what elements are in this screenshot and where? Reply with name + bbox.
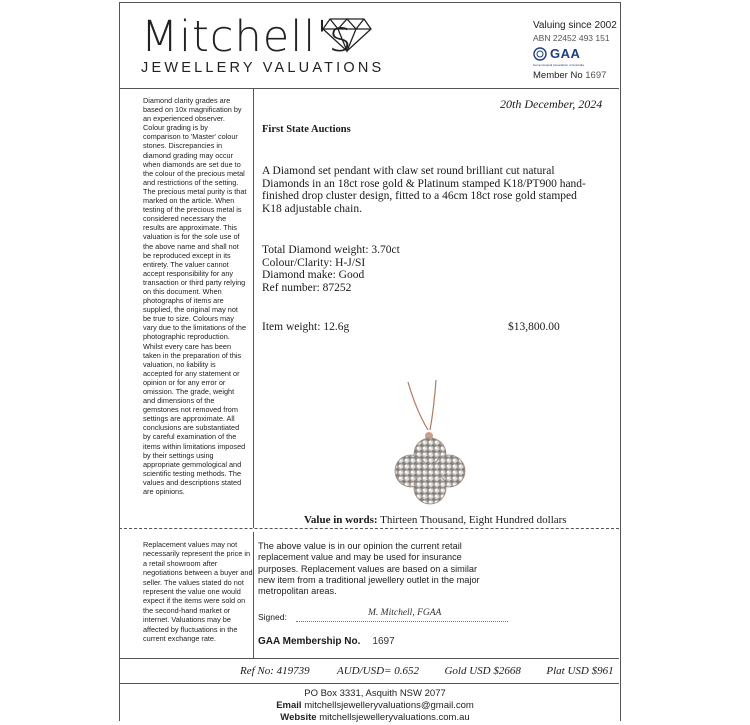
signature-line — [296, 621, 508, 622]
header-divider — [119, 88, 619, 89]
valuation-date: 20th December, 2024 — [500, 97, 603, 111]
signed-label: Signed: — [258, 612, 287, 622]
abn-number: ABN 22452 493 151 — [533, 33, 610, 43]
disclaimer-text-bottom: Replacement values may not necessarily represent the price in a retail showroom after negotiations between a buyer and seller. The values stated do not represent the value one would expect if the items were sold on the second-hand market or internet. Valuations may be affected by fluctuations in the current exchange rate. — [143, 540, 253, 644]
member-label: Member No — [533, 70, 583, 81]
value-words-label: Value in words: — [304, 514, 378, 526]
gaa-logo-text: GAA — [550, 46, 581, 61]
gaa-logo-caption: Gemmological Association of Australia — [533, 63, 584, 67]
colour-clarity: Colour/Clarity: H-J/SI — [262, 256, 366, 269]
item-price: $13,800.00 — [508, 321, 560, 333]
valuation-statement: The above value is in our opinion the current retail replacement value and may be used for insurance purposes. Replacement values are based on a similar new item from a traditional jewellery outlet in the major metropolitan areas. — [258, 541, 480, 597]
reference-line — [240, 665, 614, 677]
website-link[interactable]: mitchellsjewelleryvaluations.com.au — [319, 712, 470, 723]
pendant-photo — [380, 380, 480, 510]
total-diamond-weight: Total Diamond weight: 3.70ct — [262, 244, 400, 256]
item-weight: Item weight: 12.6g — [262, 321, 350, 333]
sidebar-divider-top — [253, 88, 254, 528]
gold-usd-price: Gold USD $2668 — [444, 665, 521, 677]
ref-no: Ref No: 419739 — [240, 665, 310, 677]
sidebar-divider-bottom — [253, 532, 254, 658]
item-description: A Diamond set pendant with claw set round brilliant cut natural Diamonds in an 18ct rose gold & Platinum stamped K18/PT900 hand-finished drop cluster design, fitted to a 46cm 18ct rose gold stamped K18 adjustable chain. — [262, 165, 586, 215]
email-label: Email — [276, 700, 302, 711]
ref-number: Ref number: 87252 — [262, 281, 352, 294]
value-words-text: Thirteen Thousand, Eight Hundred dollars — [380, 514, 567, 526]
header-info — [533, 20, 617, 43]
diamond-details — [262, 244, 400, 294]
brand-subtitle: JEWELLERY VALUATIONS — [141, 60, 385, 76]
refline-top-divider — [119, 658, 619, 659]
membership-label: GAA Membership No. — [258, 636, 361, 647]
disclaimer-text-top: Diamond clarity grades are based on 10x magnification by an experienced observer. Colour grading is by comparison to 'Master' colour stones. Discrepancies in diamond grading may occur when diamonds are set due to the colour of the precious metal and restrictions of the setting. The precious metal purity is that marked on the article. When testing of the precious metal is considered necessary the results are approximate. This valuation is for the sole use of the above name and shall not be reproduced except in its entirety. The valuer cannot accept responsibility for any transaction or third party relying on this document. When photographs of items are supplied, the original may not be true to size. Colours may vary due to the limitations of the photographic reproduction. Whilst every care has been taken in the preparation of this valuation, no liability is accepted for any statement or opinion or for any error or omission. The grade, weight and dimensions of the gemstones not removed from settings are approximate. All conclusions are substantiated by careful examination of the items within limitations imposed by their settings using appropriate gemmological and scientific testing methods. The values and descriptions stated are opinions. — [143, 96, 247, 497]
plat-usd-price: Plat USD $961 — [546, 665, 614, 677]
membership-number: 1697 — [372, 636, 395, 647]
gaa-logo — [533, 46, 580, 61]
email-link[interactable]: mitchellsjewelleryvaluations@gmail.com — [304, 700, 474, 711]
diamond-logo-icon — [322, 17, 372, 53]
member-number — [533, 70, 606, 81]
refline-bottom-divider — [119, 683, 619, 684]
footer-address: PO Box 3331, Asquith NSW 2077 — [304, 688, 446, 699]
diamond-make: Diamond make: Good — [262, 269, 365, 281]
member-value: 1697 — [585, 70, 607, 81]
brand-name: Mitchell's — [141, 12, 353, 62]
section-dashed-divider — [119, 528, 619, 529]
client-name: First State Auctions — [262, 124, 351, 135]
footer-email — [0, 700, 750, 711]
value-in-words — [304, 514, 567, 526]
aud-usd-rate: AUD/USD= 0.652 — [336, 665, 419, 677]
gaa-membership — [258, 636, 395, 647]
gaa-emblem-icon — [533, 47, 547, 61]
signature: M. Mitchell, FGAA — [368, 608, 442, 618]
footer-website — [0, 712, 750, 723]
valuing-since: Valuing since 2002 — [533, 20, 617, 31]
website-label: Website — [280, 712, 317, 723]
